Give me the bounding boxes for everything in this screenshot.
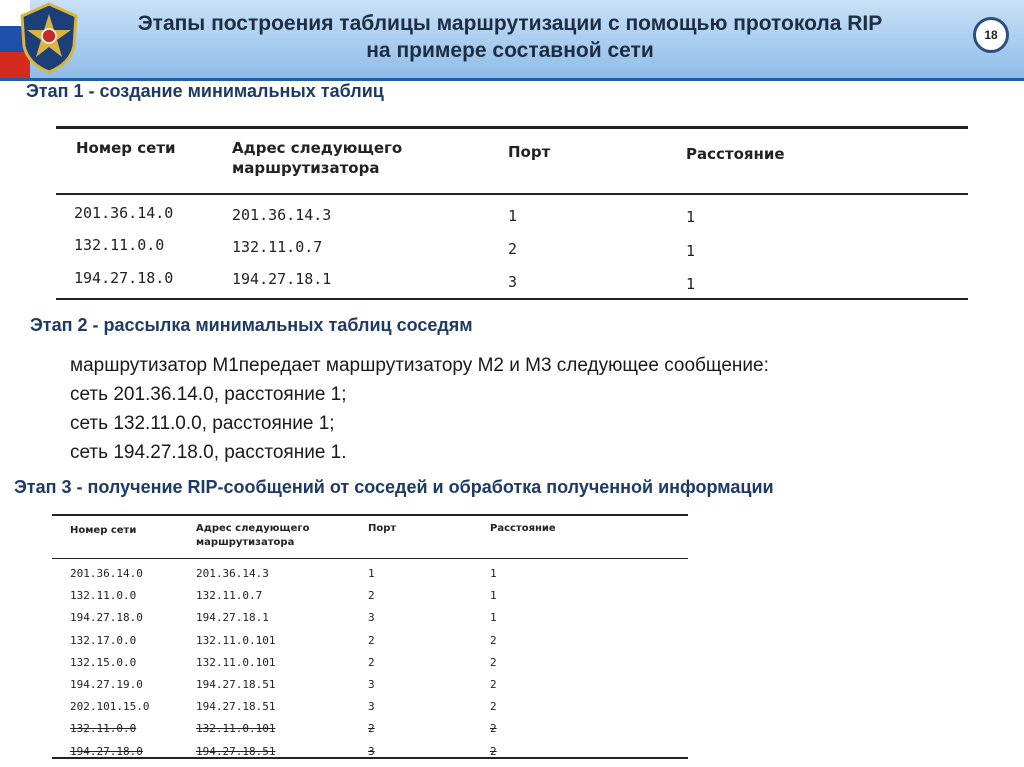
table-cell: 1 xyxy=(686,242,696,260)
table-cell: 2 xyxy=(368,655,375,669)
table-cell: 194.27.18.51 xyxy=(196,678,276,691)
page-title xyxy=(90,10,930,64)
table-cell: 3 xyxy=(508,273,518,291)
table-cell: 1 xyxy=(368,567,375,580)
table-top-rule xyxy=(52,514,688,516)
title-line-1: Этапы построения таблицы маршрутизации с помощью протокола RIP xyxy=(137,12,883,35)
column-header: Порт xyxy=(508,143,551,161)
stage2-heading: Этап 2 - рассылка минимальных таблиц соседям xyxy=(30,315,473,335)
table-cell: 194.27.18.51 xyxy=(196,744,276,758)
table-cell: 1 xyxy=(686,208,696,226)
table-cell: 132.17.0.0 xyxy=(70,633,137,647)
column-header: Порт xyxy=(368,523,397,534)
table-cell: 132.11.0.101 xyxy=(196,722,276,736)
table-cell: 194.27.19.0 xyxy=(70,678,143,691)
table-cell: 201.36.14.0 xyxy=(74,204,174,222)
stage3-heading: Этап 3 - получение RIP-сообщений от соседей и обработка полученной информации xyxy=(14,477,774,497)
table-top-rule xyxy=(56,126,968,129)
column-header: Расстояние xyxy=(490,523,556,534)
table-cell: 2 xyxy=(490,655,497,669)
stage1-heading: Этап 1 - создание минимальных таблиц xyxy=(26,81,384,101)
table-cell: 2 xyxy=(508,240,518,258)
table-cell: 2 xyxy=(490,744,497,758)
table-cell: 132.11.0.0 xyxy=(70,589,137,603)
table-cell: 194.27.18.0 xyxy=(70,611,143,625)
table-cell: 201.36.14.0 xyxy=(70,567,143,580)
slide-header xyxy=(0,0,1024,81)
table-bottom-rule xyxy=(56,298,968,300)
table-cell: 132.11.0.7 xyxy=(232,238,323,256)
table-cell: 194.27.18.1 xyxy=(232,270,332,288)
table-cell: 132.15.0.0 xyxy=(70,655,137,669)
stage3-table xyxy=(52,512,692,762)
table-cell: 1 xyxy=(686,275,696,293)
table-cell: 194.27.18.1 xyxy=(196,611,269,625)
table-cell: 194.27.18.51 xyxy=(196,700,276,714)
column-header: Адрес следующего маршрутизатора xyxy=(232,139,403,177)
table-cell: 3 xyxy=(368,744,375,758)
table-cell: 202.101.15.0 xyxy=(70,700,150,714)
message-line: сеть 132.11.0.0, расстояние 1; xyxy=(70,413,335,434)
message-line: маршрутизатор М1передает маршрутизатору М2 и М3 следующее сообщение: xyxy=(70,355,769,376)
table-cell: 1 xyxy=(490,589,497,603)
message-line: сеть 194.27.18.0, расстояние 1. xyxy=(70,442,347,463)
table-cell: 132.11.0.101 xyxy=(196,655,276,669)
table-header-rule xyxy=(56,193,968,195)
table-cell: 2 xyxy=(490,700,497,714)
table-cell: 2 xyxy=(490,678,497,691)
stage2-message xyxy=(70,351,769,467)
table-header-rule xyxy=(52,558,688,559)
stage1-table xyxy=(56,118,968,306)
table-cell: 2 xyxy=(368,589,375,603)
column-header: Расстояние xyxy=(686,145,785,163)
table-cell: 132.11.0.7 xyxy=(196,589,263,603)
page-number-badge: 18 xyxy=(973,17,1009,53)
table-cell: 132.11.0.0 xyxy=(70,722,137,736)
table-cell: 3 xyxy=(368,700,375,714)
table-cell: 132.11.0.0 xyxy=(74,236,165,254)
column-header: Адрес следующего маршрутизатора xyxy=(196,523,310,548)
table-cell: 1 xyxy=(490,611,497,625)
table-cell: 3 xyxy=(368,611,375,625)
table-cell: 3 xyxy=(368,678,375,691)
academy-emblem-icon xyxy=(18,2,80,74)
table-cell: 201.36.14.3 xyxy=(196,567,269,580)
table-cell: 1 xyxy=(508,207,518,225)
table-cell: 1 xyxy=(490,567,497,580)
table-cell: 201.36.14.3 xyxy=(232,206,332,224)
table-cell: 2 xyxy=(490,633,497,647)
column-header: Номер сети xyxy=(70,525,137,536)
message-line: сеть 201.36.14.0, расстояние 1; xyxy=(70,384,347,405)
table-cell: 2 xyxy=(490,722,497,736)
table-cell: 194.27.18.0 xyxy=(74,269,174,287)
table-cell: 2 xyxy=(368,722,375,736)
table-cell: 2 xyxy=(368,633,375,647)
table-cell: 132.11.0.101 xyxy=(196,633,276,647)
column-header: Номер сети xyxy=(76,139,176,157)
table-cell: 194.27.18.0 xyxy=(70,744,143,758)
title-line-2: на примере составной сети xyxy=(366,39,654,62)
